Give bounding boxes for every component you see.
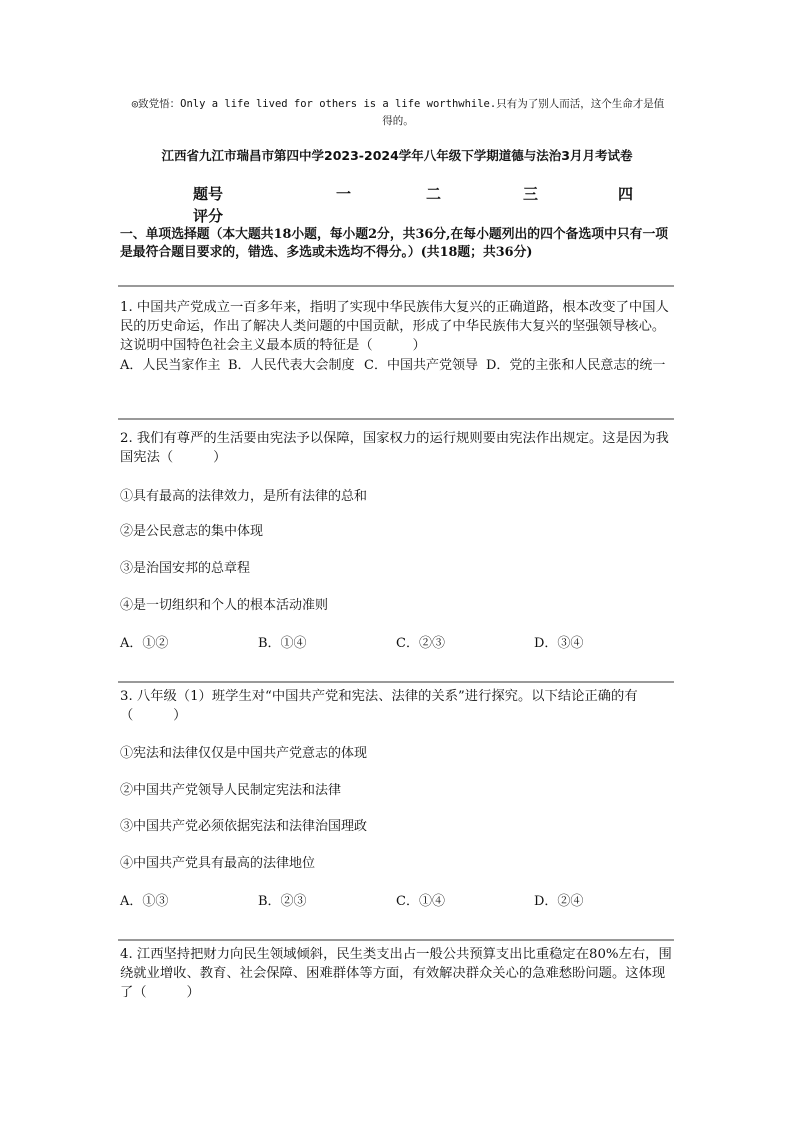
score-row-label: 评分 [193, 207, 224, 225]
question-3-statement-1: ①宪法和法律仅仅是中国共产党意志的体现 [120, 746, 368, 761]
question-3-stem: 3. 八年级（1）班学生对“中国共产党和宪法、法律的关系”进行探究。以下结论正确的有（ ） [120, 689, 638, 723]
question-2-stem: 2. 我们有尊严的生活要由宪法予以保障，国家权力的运行规则要由宪法作出规定。这是因为我国宪法（ ） [120, 431, 669, 465]
question-3-option-c: C．①④ [396, 894, 445, 909]
score-col-4: 四 [618, 185, 634, 203]
question-2-statement-4: ④是一切组织和个人的根本活动准则 [120, 598, 329, 613]
score-col-3: 三 [523, 185, 539, 203]
score-col-2: 二 [426, 185, 442, 203]
exam-title: 江西省九江市瑞昌市第四中学2023-2024学年八年级下学期道德与法治3月月考试卷 [161, 148, 633, 163]
question-3-options [120, 890, 676, 910]
question-1-option-a: A．人民当家作主 [120, 358, 221, 373]
motto-banner: ◎致党悟：Only a life lived for others is a life worthwhile.只有为了别人而活，这个生命才是值得的。 [131, 98, 665, 127]
question-3-option-a: A．①③ [120, 894, 169, 909]
question-2-statement-2: ②是公民意志的集中体现 [120, 524, 264, 539]
score-table [193, 183, 653, 227]
score-table-score-row [193, 205, 653, 227]
question-divider [118, 939, 674, 941]
question-3-option-d: D．②④ [534, 894, 584, 909]
question-2-option-a: A．①② [120, 636, 169, 651]
question-1-options [120, 356, 680, 396]
question-2-statement-3: ③是治国安邦的总章程 [120, 561, 251, 576]
question-3-statement-2: ②中国共产党领导人民制定宪法和法律 [120, 783, 342, 798]
question-2-option-b: B．①④ [258, 636, 307, 651]
question-1-option-d: D．党的主张和人民意志的统一 [486, 358, 666, 373]
question-divider [118, 681, 674, 683]
score-col-label: 题号 [193, 185, 224, 203]
question-3-option-b: B．②③ [258, 894, 307, 909]
question-divider [118, 418, 674, 420]
question-2-option-d: D．③④ [534, 636, 584, 651]
question-3-statement-4: ④中国共产党具有最高的法律地位 [120, 856, 316, 871]
question-2-options [120, 632, 676, 652]
question-1-option-c: C．中国共产党领导 [364, 358, 478, 373]
question-divider [118, 285, 674, 287]
score-col-1: 一 [336, 185, 352, 203]
question-2-option-c: C．②③ [396, 636, 445, 651]
question-3-statement-3: ③中国共产党必须依据宪法和法律治国理政 [120, 819, 368, 834]
question-1-stem: 1. 中国共产党成立一百多年来，指明了实现中华民族伟大复兴的正确道路，根本改变了中国人民的历史命运，作出了解决人类问题的中国贡献，形成了中华民族伟大复兴的坚强领导核心。这说明中国特色社会主义最本质的特征是（ ） [120, 300, 669, 353]
score-table-header-row [193, 183, 653, 205]
question-2-statement-1: ①具有最高的法律效力，是所有法律的总和 [120, 489, 368, 504]
question-1-option-b: B．人民代表大会制度 [228, 358, 355, 373]
section-heading: 一、单项选择题（本大题共18小题，每小题2分，共36分,在每小题列出的四个备选项中只有一项是最符合题目要求的，错选、多选或未选均不得分。）(共18题；共36分) [120, 227, 669, 260]
question-4-stem: 4. 江西坚持把财力向民生领域倾斜，民生类支出占一般公共预算支出比重稳定在80%左右，围绕就业增收、教育、社会保障、困难群体等方面，有效解决群众关心的急难愁盼问题。这体现了（ ） [120, 947, 672, 1000]
